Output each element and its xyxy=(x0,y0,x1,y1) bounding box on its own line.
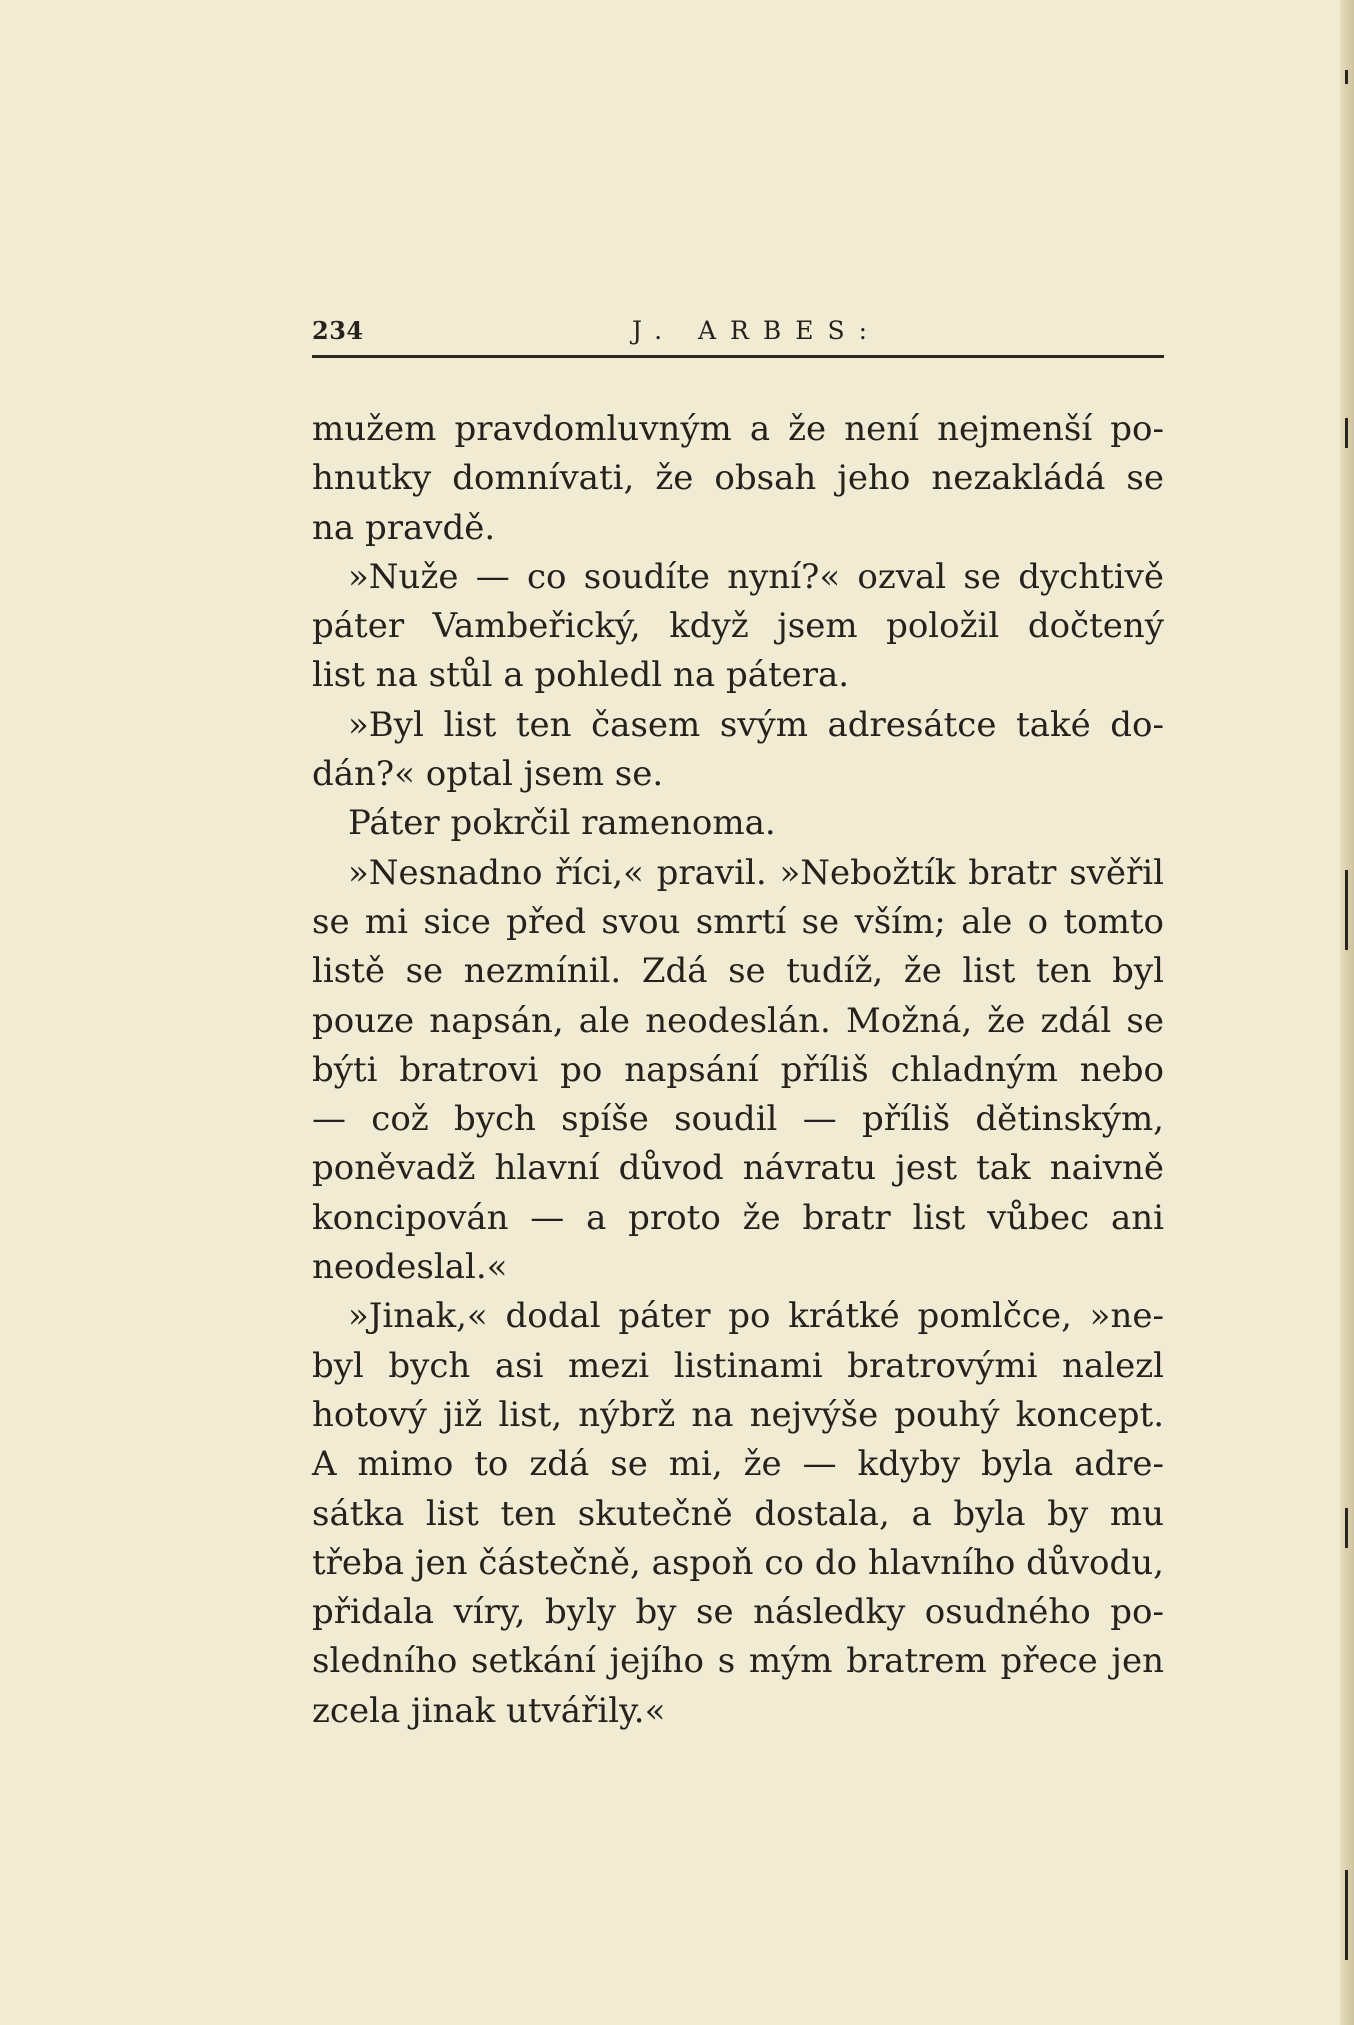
text-line: zcela jinak utvářily.« xyxy=(312,1690,666,1731)
text-line: A mimo to zdá se mi, že — kdyby byla adre- xyxy=(312,1444,1164,1485)
edge-mark xyxy=(1345,1508,1348,1548)
text-line: »Jinak,« dodal páter po krátké pomlčce, »ne- xyxy=(348,1296,1164,1337)
text-line: býti bratrovi po napsání příliš chladným nebo xyxy=(312,1049,1164,1090)
text-line: na pravdě. xyxy=(312,507,496,548)
text-line: list na stůl a pohledl na pátera. xyxy=(312,655,850,696)
text-line: listě se nezmínil. Zdá se tudíž, že list ten byl xyxy=(312,951,1164,992)
text-line: hnutky domnívati, že obsah jeho nezakládá se xyxy=(312,458,1164,499)
text-line: koncipován — a proto že bratr list vůbec ani xyxy=(312,1197,1164,1238)
page-number: 234 xyxy=(312,316,364,345)
text-line: dán?« optal jsem se. xyxy=(312,754,664,795)
text-line: páter Vambeřický, když jsem položil dočtený xyxy=(312,606,1164,647)
page-edge xyxy=(1340,0,1354,2025)
text-line: »Nuže — co soudíte nyní?« ozval se dychtivě xyxy=(348,556,1164,597)
text-line: byl bych asi mezi listinami bratrovými nalezl xyxy=(312,1345,1164,1386)
text-line: pouze napsán, ale neodeslán. Možná, že zdál se xyxy=(312,1000,1164,1041)
text-line: poněvadž hlavní důvod návratu jest tak naivně xyxy=(312,1148,1164,1189)
text-line: neodeslal.« xyxy=(312,1247,508,1288)
text-line: — což bych spíše soudil — příliš dětinským, xyxy=(312,1099,1164,1140)
edge-mark xyxy=(1345,1870,1348,1960)
text-line: sledního setkání jejího s mým bratrem přece jen xyxy=(312,1641,1164,1682)
edge-mark xyxy=(1345,418,1348,448)
text-line: sátka list ten skutečně dostala, a byla by mu xyxy=(312,1493,1164,1534)
running-head: J. ARBES: xyxy=(632,316,882,345)
text-line: se mi sice před svou smrtí se vším; ale o tomto xyxy=(312,901,1164,942)
body-text xyxy=(312,405,1164,1736)
header-rule xyxy=(312,355,1164,358)
text-line: »Byl list ten časem svým adresátce také do- xyxy=(348,704,1164,745)
page-header xyxy=(312,308,1164,356)
text-line: »Nesnadno říci,« pravil. »Nebožtík bratr svěřil xyxy=(348,852,1164,893)
text-line: hotový již list, nýbrž na nejvýše pouhý koncept. xyxy=(312,1394,1164,1435)
edge-mark xyxy=(1345,70,1348,84)
text-line: přidala víry, byly by se následky osudného po- xyxy=(312,1592,1164,1633)
text-line: Páter pokrčil ramenoma. xyxy=(348,803,776,844)
text-line: mužem pravdomluvným a že není nejmenší po- xyxy=(312,409,1164,449)
text-line: třeba jen částečně, aspoň co do hlavního důvodu, xyxy=(312,1542,1164,1583)
edge-mark xyxy=(1345,870,1348,950)
